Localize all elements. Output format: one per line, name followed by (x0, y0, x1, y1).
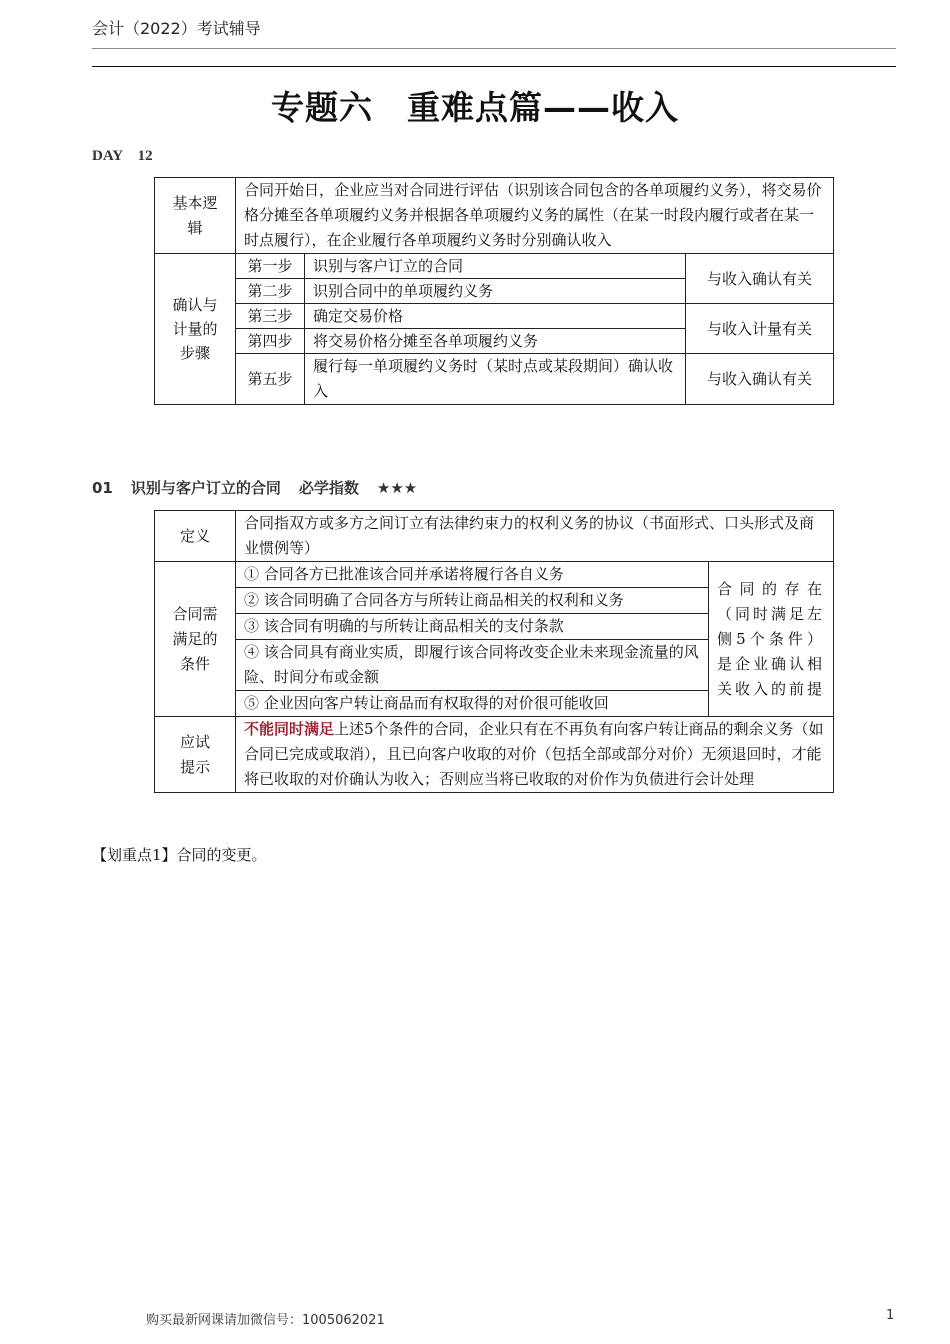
step-description: 将交易价格分摊至各单项履约义务 (305, 329, 686, 354)
section-number: 01 (92, 479, 113, 497)
table-row (155, 254, 834, 279)
basic-logic-text: 合同开始日，企业应当对合同进行评估（识别该合同包含的各单项履约义务），将交易价格分摊至各单项履约义务并根据各单项履约义务的属性（在某一时段内履行或者在某一时点履行），在企业履行各单项履约义务时分别确认收入 (236, 178, 834, 254)
section-index-label: 必学指数 (298, 479, 359, 497)
step-label: 第一步 (236, 254, 305, 279)
day-label: DAY 12 (92, 148, 153, 164)
tips-highlight: 不能同时满足 (244, 720, 335, 738)
condition-item: ② 该合同明确了合同各方与所转让商品相关的权利和义务 (236, 588, 709, 614)
header-divider (92, 48, 896, 49)
section-heading (92, 477, 435, 498)
key-point-note: 【划重点1】合同的变更。 (92, 846, 267, 864)
condition-item: ③ 该合同有明确的与所转让商品相关的支付条款 (236, 614, 709, 640)
condition-item: ⑤ 企业因向客户转让商品而有权取得的对价很可能收回 (236, 691, 709, 717)
step-group-label: 与收入确认有关 (686, 354, 834, 405)
page-title: 专题六 重难点篇——收入 (271, 88, 679, 127)
step-description: 履行每一单项履约义务时（某时点或某段期间）确认收入 (305, 354, 686, 405)
basic-logic-label: 基本逻辑 (155, 178, 236, 254)
tips-text: 上述5个条件的合同，企业只有在不再负有向客户转让商品的剩余义务（如合同已完成或取消），且已向客户收取的对价（包括全部或部分对价）无须退回时，才能将已收取的对价确认为收入；否则应当将已收取的对价作为负债进行会计处理 (244, 720, 824, 788)
step-description: 识别合同中的单项履约义务 (305, 279, 686, 304)
tips-label: 应试提示 (155, 717, 236, 793)
condition-item: ④ 该合同具有商业实质，即履行该合同将改变企业未来现金流量的风险、时间分布或金额 (236, 640, 709, 691)
contract-table (154, 510, 834, 793)
definition-row (155, 511, 834, 562)
table-row (155, 354, 834, 405)
step-label: 第三步 (236, 304, 305, 329)
step-label: 第五步 (236, 354, 305, 405)
section-title: 识别与客户订立的合同 (130, 479, 281, 497)
definition-text: 合同指双方或多方之间订立有法律约束力的权利义务的协议（书面形式、口头形式及商业惯例等） (236, 511, 834, 562)
definition-label: 定义 (155, 511, 236, 562)
step-description: 确定交易价格 (305, 304, 686, 329)
conditions-label: 合同需满足的条件 (155, 562, 236, 717)
tips-row (155, 717, 834, 793)
page-number: 1 (886, 1308, 895, 1323)
step-label: 第四步 (236, 329, 305, 354)
basic-logic-row (155, 178, 834, 254)
revenue-steps-table (154, 177, 834, 405)
star-rating: ★★★ (376, 479, 418, 497)
table-row (155, 562, 834, 588)
step-group-label: 与收入确认有关 (686, 254, 834, 304)
condition-item: ① 合同各方已批准该合同并承诺将履行各自义务 (236, 562, 709, 588)
step-description: 识别与客户订立的合同 (305, 254, 686, 279)
table-row (155, 304, 834, 329)
step-label: 第二步 (236, 279, 305, 304)
steps-label: 确认与计量的步骤 (155, 254, 236, 405)
step-group-label: 与收入计量有关 (686, 304, 834, 354)
tips-content (236, 717, 834, 793)
conditions-note: 合同的存在（同时满足左侧5个条件）是企业确认相关收入的前提 (709, 562, 834, 717)
header-divider-thick (92, 66, 896, 67)
page-footer: 购买最新网课请加微信号：1005062021 (146, 1313, 385, 1328)
document-header: 会计（2022）考试辅导 (92, 19, 261, 38)
